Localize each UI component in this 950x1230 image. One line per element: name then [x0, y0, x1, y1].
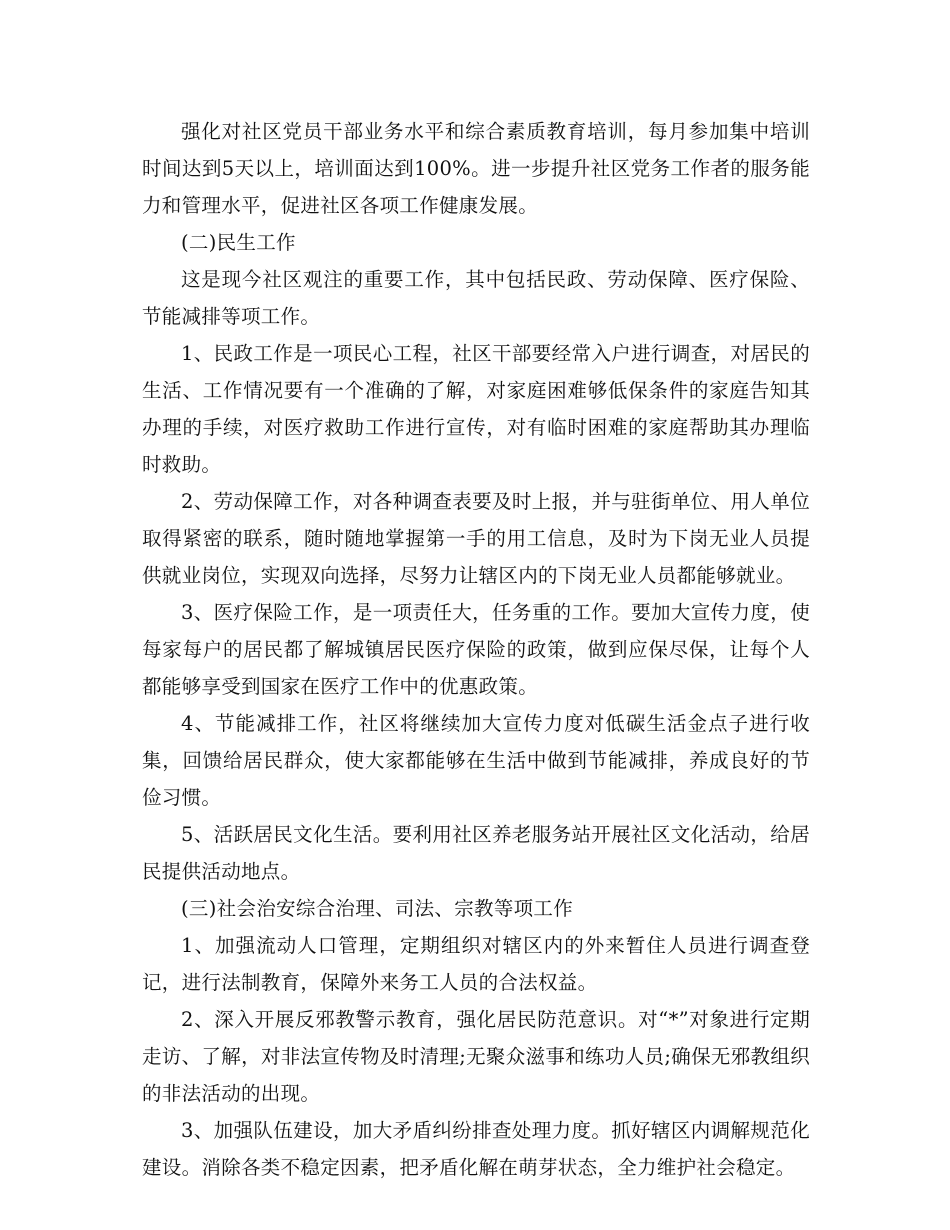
paragraph-anti-cult: 2、深入开展反邪教警示教育，强化居民防范意识。对“*”对象进行定期走访、了解，对非法宣传物及时清理;无聚众滋事和练功人员;确保无邪教组织的非法活动的出现。: [142, 1008, 810, 1105]
paragraph-cultural-life: 5、活跃居民文化生活。要利用社区养老服务站开展社区文化活动，给居民提供活动地点。: [142, 823, 810, 883]
paragraph-livelihood-intro: 这是现今社区观注的重要工作，其中包括民政、劳动保障、医疗保险、节能减排等项工作。: [142, 268, 810, 328]
section-heading-livelihood: (二)民生工作: [181, 231, 296, 254]
paragraph-labor-security: 2、劳动保障工作，对各种调查表要及时上报，并与驻街单位、用人单位取得紧密的联系，随时随地掌握第一手的用工信息，及时为下岗无业人员提供就业岗位，实现双向选择，尽努力让辖区内的下岗无业人员都能够就业。: [142, 490, 810, 587]
paragraph-floating-population: 1、加强流动人口管理，定期组织对辖区内的外来暂住人员进行调查登记，进行法制教育，保障外来务工人员的合法权益。: [142, 934, 810, 994]
paragraph-energy-saving: 4、节能减排工作，社区将继续加大宣传力度对低碳生活金点子进行收集，回馈给居民群众，使大家都能够在生活中做到节能减排，养成良好的节俭习惯。: [142, 712, 810, 809]
paragraph-civil-affairs: 1、民政工作是一项民心工程，社区干部要经常入户进行调查，对居民的生活、工作情况要有一个准确的了解，对家庭困难够低保条件的家庭告知其办理的手续，对医疗救助工作进行宣传，对有临时困难的家庭帮助其办理临时救助。: [142, 342, 810, 476]
paragraph-team-building: 3、加强队伍建设，加大矛盾纠纷排查处理力度。抓好辖区内调解规范化建设。消除各类不稳定因素，把矛盾化解在萌芽状态，全力维护社会稳定。: [142, 1119, 810, 1179]
paragraph-medical-insurance: 3、医疗保险工作，是一项责任大，任务重的工作。要加大宣传力度，使每家每户的居民都了解城镇居民医疗保险的政策，做到应保尽保，让每个人都能够享受到国家在医疗工作中的优惠政策。: [142, 601, 810, 698]
section-heading-public-security: (三)社会治安综合治理、司法、宗教等项工作: [181, 897, 574, 920]
paragraph-training: 强化对社区党员干部业务水平和综合素质教育培训，每月参加集中培训时间达到5天以上，培训面达到100%。进一步提升社区党务工作者的服务能力和管理水平，促进社区各项工作健康发展。: [142, 120, 810, 217]
document-body: [142, 113, 810, 1186]
